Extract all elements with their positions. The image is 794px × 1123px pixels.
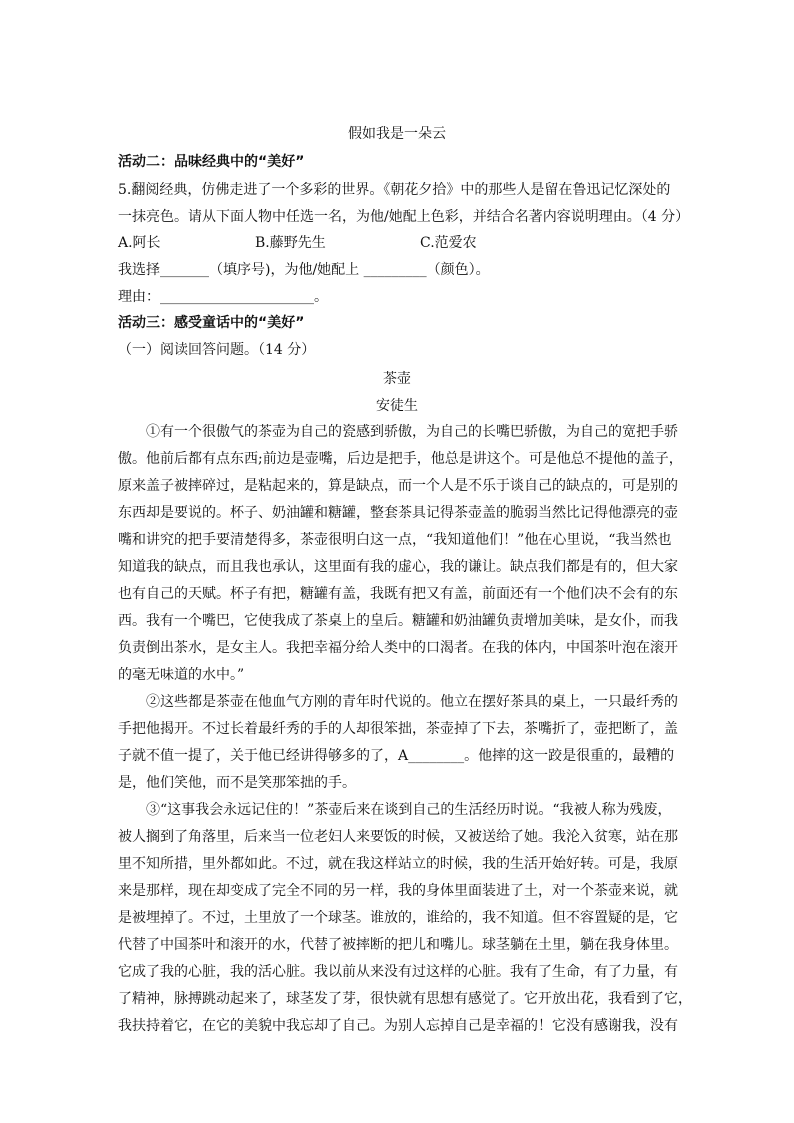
paragraph-line: 手把他揭开。不过长着最纤秀的手的人却很笨拙，茶壶掉了下去，茶嘴折了，壶把断了，盖 [118,721,678,737]
paragraph-line: ①有一个很傲气的茶壶为自己的瓷感到骄傲，为自己的长嘴巴骄傲，为自己的宽把手骄 [146,424,678,440]
reason-line: 理由：______________________。 [118,289,328,305]
paragraph-line: 傲。他前后都有点东西;前边是壶嘴，后边是把手，他总是讲这个。可是他总不提他的盖子， [118,451,683,467]
paragraph-line: 我扶持着它，在它的美貌中我忘却了自己。为别人忘掉自己是幸福的！它没有感谢我，没有 [118,1018,678,1034]
option-b: B.藤野先生 [255,235,326,251]
paragraph-line: 知道我的缺点，而且我也承认，这里面有我的虚心，我的谦让。缺点我们都是有的，但大家 [118,559,678,575]
option-a: A.阿长 [118,235,161,251]
paragraph-line: 东西却是要说的。杯子、奶油罐和糖罐，整套茶具记得茶壶盖的脆弱当然比记得他漂亮的壶 [118,505,678,521]
question5-line1: 5.翻阅经典，仿佛走进了一个多彩的世界。《朝花夕拾》中的那些人是留在鲁迅记忆深处的 [118,182,671,198]
paragraph-line: 负责倒出茶水，是女主人。我把幸福分给人类中的口渴者。在我的体内，中国茶叶泡在滚开 [118,640,678,656]
paragraph-line: 它成了我的心脏，我的活心脏。我以前从来没有过这样的心脏。我有了生命，有了力量，有 [118,964,678,980]
paragraph-line: 子就不值一提了，关于他已经讲得够多的了，A________。他摔的这一跤是很重的，最糟的 [118,748,675,764]
paragraph-line: 也有自己的天赋。杯子有把，糖罐有盖，我既有把又有盖，前面还有一个他们决不会有的东 [118,586,678,602]
paragraph-line: 西。我有一个嘴巴，它使我成了茶桌上的皇后。糖罐和奶油罐负责增加美味，是女仆，而我 [118,613,678,629]
part1-heading: （一）阅读回答问题。（14 分） [118,342,316,358]
question5-line2: 一抹亮色。请从下面人物中任选一名，为他/她配上色彩，并结合名著内容说明理由。（4 分） [118,209,690,225]
activity2-heading: 活动二：品味经典中的“美好” [118,154,305,170]
paragraph-line: 嘴和讲究的把手要清楚得多，茶壶很明白这一点，“我知道他们！”他在心里说，“我当然也 [118,532,672,548]
activity3-heading: 活动三：感受童话中的“美好” [118,315,305,331]
paragraph-line: 被人搁到了角落里，后来当一位老妇人来要饭的时候，又被送给了她。我沦入贫寒，站在那 [118,829,678,845]
paragraph-line: 是被埋掉了。不过，土里放了一个球茎。谁放的，谁给的，我不知道。但不容置疑的是，它 [118,910,678,926]
paragraph-line: 原来盖子被摔碎过，是粘起来的，算是缺点，而一个人是不乐于谈自己的缺点的，可是别的 [118,478,678,494]
paragraph-line: 的毫无味道的水中。” [118,667,245,683]
paragraph-line: ③“这事我会永远记住的！”茶壶后来在谈到自己的生活经历时说。“我被人称为残废， [146,802,672,818]
option-c: C.范爱农 [420,235,477,251]
paragraph-line: ②这些都是茶壶在他血气方刚的青年时代说的。他立在摆好茶具的桌上，一只最纤秀的 [146,694,678,710]
passage-title: 茶壶 [383,371,411,387]
paragraph-line: 了精神，脉搏跳动起来了，球茎发了芽，很快就有思想有感觉了。它开放出花，我看到了它， [118,991,692,1007]
paragraph-line: 代替了中国茶叶和滚开的水，代替了被摔断的把儿和嘴儿。球茎躺在土里，躺在我身体里。 [118,937,678,953]
choose-line: 我选择_______（填序号)，为他/她配上 _________（颜色）。 [118,262,490,278]
paragraph-line: 来是那样，现在却变成了完全不同的另一样，我的身体里面装进了土，对一个茶壶来说，就 [118,883,678,899]
paragraph-line: 是，他们笑他，而不是笑那笨拙的手。 [118,775,356,791]
page-title: 假如我是一朵云 [348,126,446,142]
paragraph-line: 里不知所措，里外都如此。不过，就在我这样站立的时候，我的生活开始好转。可是，我原 [118,856,678,872]
passage-author: 安徒生 [376,398,418,414]
